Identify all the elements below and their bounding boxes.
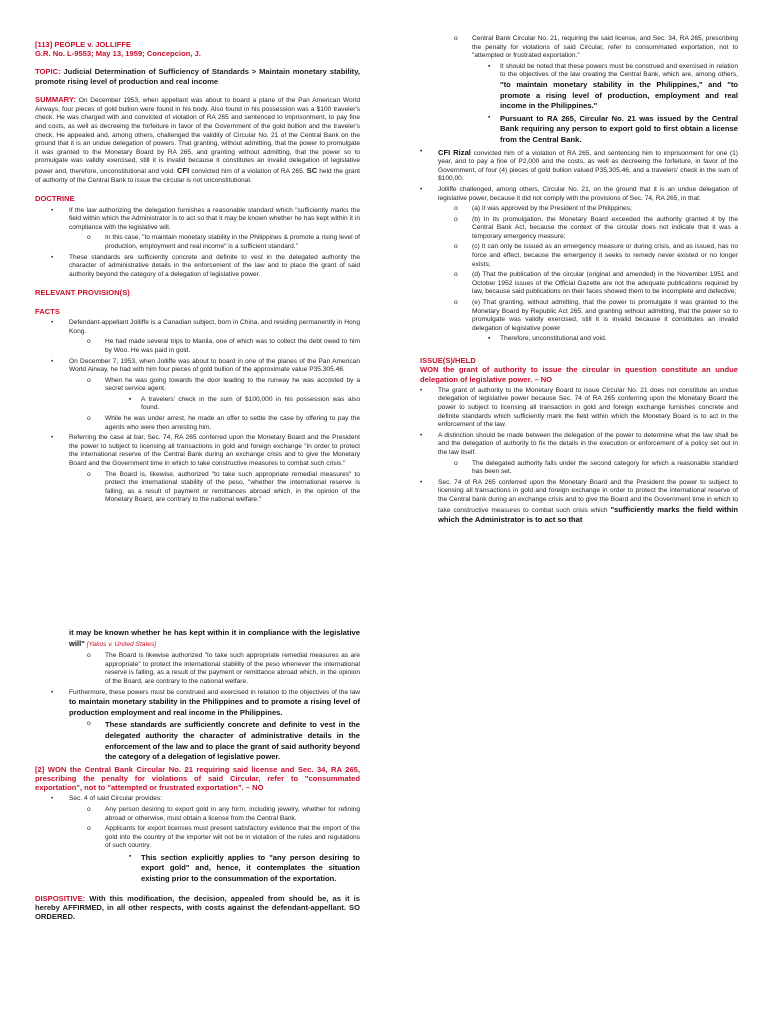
- list-item: [35, 396, 360, 413]
- list-item: [35, 415, 360, 432]
- square-marker: ▪: [488, 62, 491, 70]
- topic-text: Judicial Determination of Sufficiency of Standards > Maintain monetary stability, promote rising level of production and real income: [35, 67, 360, 86]
- circle-marker: o: [87, 652, 91, 660]
- list-item: [420, 148, 738, 184]
- fact-text: Defendant-appellant Jolliffe is a Canadian subject, born in China, and residing permanently in Hong Kong.: [69, 319, 360, 335]
- dispositive-label: DISPOSITIVE:: [35, 893, 86, 903]
- dispositive: [35, 894, 360, 922]
- objectives-bold: to maintain monetary stability in the Philippines and to promote a rising level of production employment and real income in the Philippines.: [69, 697, 360, 717]
- issue-2: [2] WON the Central Bank Circular No. 21 requiring said license and Sec. 34, RA 265, prescribing the penalty for violations of said Circular, refer to "consummated exportation", not to "attempted or frustrated exportation". – NO: [35, 764, 360, 793]
- challenge-b: (b) In its promulgation, the Monetary Board exceeded the authority granted it by the Central Bank Act, because the context of the circular does not indicate that it was a temporary emergency measure;: [472, 215, 738, 240]
- summary: [35, 95, 360, 185]
- held-subtext: The delegated authority falls under the second category for which a reasonable standard has been set.: [472, 459, 738, 476]
- continuation-column: [35, 628, 360, 925]
- list-item: [35, 207, 360, 233]
- left-column: [35, 40, 360, 507]
- square-marker: ▪: [488, 113, 491, 121]
- square-marker: ▪: [488, 335, 491, 343]
- bullet-marker: •: [51, 319, 54, 327]
- circle-marker: o: [87, 805, 91, 813]
- circle-marker: o: [87, 338, 91, 346]
- list-item: [35, 471, 360, 505]
- sec4-text: Sec. 4 of said Circular provides:: [69, 795, 163, 803]
- bullet-marker: •: [420, 185, 423, 193]
- circle-marker: o: [454, 215, 458, 223]
- standards-bold: These standards are sufficiently concrete and definite to vest in the delegated authority the character of administrative details in the enforcement of the law and to place the grant of said authority beyond the category of a delegation of legislative power.: [105, 720, 360, 762]
- list-item: [420, 387, 738, 430]
- summary-cfi: CFI: [177, 165, 190, 175]
- fact-subtext: When he was going towards the door leading to the runway he was accosted by a secret service agent.: [105, 376, 360, 393]
- list-item: [35, 652, 360, 686]
- sec4-b: Applicants for export licenses must present satisfactory evidence that the import of the gold into the country of the importer will not be in violation of the rules and regulations of such country.: [105, 825, 360, 850]
- summary-sc-text: held the grant of authority of the Central Bank to issue the circular is not unconstitutional.: [35, 167, 360, 184]
- circle-marker: o: [87, 415, 91, 423]
- held-list: [420, 387, 738, 526]
- held-text: A distinction should be made between the delegation of the power to determine what the law shall be and the delegation of authority to fix the details in the execution or enforcement of a policy set out in the law itself.: [438, 431, 738, 456]
- held-text: Sec. 74 of RA 265 conferred upon the Monetary Board and the President the power to subject to licensing all transactions in gold and foreign exchange in order to protect the international reserve of the Central bank during an exchange crisis and to give the Board and the Government time in which to take constructive measures to combat such crisis which: [438, 478, 738, 514]
- circle-marker: o: [454, 459, 458, 467]
- list-item: [35, 795, 360, 804]
- fact-subtext: He had made several trips to Manila, one of which was to collect the debt owed to him by Woo. He was paid in gold.: [105, 338, 360, 354]
- circle-marker: o: [454, 243, 458, 251]
- list-item: [35, 853, 360, 885]
- challenge-e-sub: Therefore, unconstitutional and void.: [500, 335, 607, 343]
- issue-1: WON the grant of authority to issue the circular in question constitute an undue delegation of legislative power. – NO: [420, 365, 738, 384]
- bullet-marker: •: [420, 386, 423, 394]
- doctrine-heading: DOCTRINE: [35, 194, 75, 204]
- circle-marker: o: [454, 299, 458, 307]
- objectives-text: Furthermore, these powers must be construed and exercised in relation to the objectives of the law: [69, 688, 360, 696]
- issue-heading: ISSUE(S)/HELD: [420, 356, 476, 365]
- list-item: [35, 806, 360, 823]
- provision-subtext: It should be noted that these powers must be construed and exercised in relation to the objectives of the law creating the Central Bank, which are, among others,: [500, 62, 738, 79]
- sec4-b-sub: This section explicitly applies to "any person desiring to export gold" and, hence, it contemplates the situation existing prior to the consummation of the exportation.: [141, 852, 360, 884]
- challenge-c: (c) It can only be issued as an emergency measure or during crisis, and as issued, has no force and effect, because the emergency it seeks to remedy never existed or no longer exists;: [472, 243, 738, 268]
- doctrine-text: These standards are sufficiently concrete and definite to vest in the delegated authority the character of administrative details in the enforcement of the law and to place the grant of said authority beyond the category of a delegation of legislative power.: [69, 253, 360, 278]
- list-item: [35, 377, 360, 394]
- list-item: [420, 271, 738, 297]
- bullet-marker: •: [51, 357, 54, 365]
- list-item: [35, 434, 360, 468]
- list-item: [35, 720, 360, 762]
- dispositive-text: With this modification, the decision, appealed from should be, as it is hereby AFFIRMED, in all other respects, with costs against the defendant-appellant. SO ORDERED.: [35, 893, 360, 922]
- challenge-a: (a) It was approved by the President of the Philippines;: [472, 205, 632, 213]
- list-item: [35, 319, 360, 336]
- list-item: [35, 689, 360, 719]
- circle-marker: o: [87, 825, 91, 833]
- circle-marker: o: [87, 234, 91, 242]
- fact-text: Referring the case at bar, Sec. 74, RA 265 conferred upon the Monetary Board and the President the power to subject to licensing all transactions in gold and foreign exchange "in order to protect the international reserve of the Central Bank during an exchange crisis and to give the Monetary Board and the Government time in which to take constructive measures to combat such crisis.": [69, 434, 360, 468]
- provision-objectives: "to maintain monetary stability in the Philippines," and "to promote a rising level of production, employment and real income in the Philippines.": [500, 79, 738, 111]
- doctrine-subtext: In this case, "to maintain monetary stability in the Philippines & promote a rising level of production, employment and real income" is a sufficient standard.": [105, 234, 360, 250]
- fact-subtext: The Board is, likewise, authorized "to take such appropriate remedial measures" to protect the international stability of the peso, "whether the international reserve is falling, as a result of payment or remittances abroad which, in the opinion of the Monetary Board, are contrary to the national welfare.": [105, 470, 360, 504]
- cfi-label: CFI Rizal: [438, 147, 471, 157]
- fact-subsubtext: A travelers' check in the sum of $100,000 in his possession was also found.: [141, 395, 360, 412]
- right-column: [420, 35, 738, 528]
- bullet-marker: •: [51, 206, 54, 214]
- held-standard: "sufficiently marks the field within which the Administrator is to act so that: [438, 504, 738, 525]
- bullet-marker: •: [51, 795, 54, 803]
- topic-label: TOPIC:: [35, 67, 61, 77]
- challenge-d: (d) That the publication of the circular (original and amended) in the November 1951 and October 1952 issues of the Official Gazette are not the adequate publications required by law, because said publications on their faces showed them to be incomplete and defective;: [472, 271, 738, 296]
- circle-marker: o: [454, 35, 458, 42]
- provision-circular: Pursuant to RA 265, Circular No. 21 was issued by the Central Bank requiring any person to export gold to first obtain a license from the Central Bank.: [500, 113, 738, 144]
- provisions-heading: RELEVANT PROVISION(S): [35, 288, 130, 298]
- list-item: [420, 205, 738, 214]
- bullet-marker: •: [420, 147, 423, 155]
- continuation-text: [35, 628, 360, 649]
- circle-marker: o: [87, 470, 91, 478]
- challenge-e: (e) That granting, without admitting, that the power to promulgate it was granted to the Monetary Board by Republic Act 265, and granting without admitting, that the power so to promulgate was validly exercised, still it is invalid because it constitutes an invalid delegation of legislative power: [472, 299, 738, 332]
- list-item: [35, 254, 360, 280]
- list-item: [420, 114, 738, 146]
- square-marker: ▪: [129, 395, 132, 403]
- bullet-marker: •: [51, 434, 54, 442]
- fact-subtext: While he was under arrest, he made an offer to settle the case by offering to pay the agents who were then arresting him.: [105, 415, 360, 431]
- facts-list: [35, 319, 360, 505]
- issue2-list: [35, 795, 360, 884]
- list-item: [35, 234, 360, 251]
- challenge-text: Jolliffe challenged, among others, Circular No. 21, on the ground that it is an undue delegation of legislative power, because it did not comply with the provisions of Sec. 74, RA 265, in that:: [438, 185, 738, 202]
- circle-marker: o: [87, 376, 91, 384]
- right-list: [420, 35, 738, 344]
- list-item: [420, 63, 738, 112]
- summary-cfi-text: convicted him of a violation of RA 265.: [191, 167, 305, 175]
- list-item: [35, 338, 360, 355]
- list-item: [420, 216, 738, 242]
- continuation-bold: it may be known whether he has kept within it in compliance with the legislative will": [69, 628, 360, 648]
- provision-text: Central Bank Circular No. 21, requiring the said license, and Sec. 34, RA 265, prescribing the penalty for violations of said Circular, refer to consummated exportation, not to "attempted or frustrated exportation.": [472, 35, 738, 60]
- list-item: [35, 358, 360, 375]
- list-item: [420, 35, 738, 61]
- circle-marker: o: [87, 720, 91, 728]
- bullet-marker: •: [51, 253, 54, 261]
- list-item: [420, 299, 738, 333]
- bullet-marker: •: [420, 431, 423, 439]
- continuation-citation: [Yakus v. United States]: [86, 640, 157, 648]
- square-marker: ▪: [129, 852, 132, 860]
- circle-marker: o: [454, 271, 458, 279]
- summary-text: On December 1953, when appellant was about to board a plane of the Pan American World Airways, four pieces of gold bullion were found in his body. Also found in his possession was a $100 traveler's check. He was charged with and convicted of violation of RA 265 and sentenced to imprisonment, to pay fine and costs, as well as decreeing the forfeiture in favor of the Government of the gold bullion and the traveler's check. He appealed and, among others, challenged the validity of Circular No. 21 of the Central Bank on the ground that it is an undue delegation of powers. That granting, without admitting, that the power to promulgate it was granted to the Monetary Board by RA 265, and granting without admitting, that the power so to promulgate was validly exercised, still it is invalid because it constitutes an invalid delegation of legislative power and, therefore, unconstitutional and void.: [35, 97, 360, 175]
- board-authority-text: The Board is likewise authorized "to take such appropriate remedial measures as are appropriate" to protect the international stability of the peso whenever the international reserve is falling, as a result of the payment or remittance abroad which, in the opinion of the Board, are contrary to the national welfare.: [105, 652, 360, 685]
- bullet-marker: •: [51, 688, 54, 696]
- fact-text: On December 7, 1953, when Jolliffe was about to board in one of the planes of the Pan American World Airway, he had with him four pieces of gold bullion of the approximate value P35,305.46.: [69, 357, 360, 374]
- doctrine-list: [35, 207, 360, 280]
- cfi-text: convicted him of a violation of RA 265, and sentencing him to imprisonment for one (1) year, and to pay a fine of P2,000 and the costs, as well as decreeing the forfeiture, in favor of the Government, of four (4) pieces of gold bullion valued P35,305.46, and a travelers' check in the sum of $100.00.: [438, 149, 738, 183]
- summary-sc: SC: [306, 165, 318, 175]
- case-title: [113] PEOPLE v. JOLLIFFE: [35, 40, 132, 49]
- case-citation: G.R. No. L-9553; May 13, 1959; Concepcion, J.: [35, 49, 201, 59]
- sec4-a: Any person desiring to export gold in any form, including jewelry, whether for refining abroad or otherwise, must obtain a license from the Central Bank.: [105, 805, 360, 822]
- list-item: [420, 432, 738, 458]
- list-item: [420, 460, 738, 477]
- circle-marker: o: [454, 205, 458, 213]
- list-item: [35, 825, 360, 851]
- summary-label: SUMMARY:: [35, 95, 76, 105]
- list-item: [420, 186, 738, 203]
- held-text: The grant of authority to the Monetary Board to issue Circular No. 21 does not constitute an undue delegation of legislative power because Sec. 74 of RA 265 conferring upon the Monetary Board the power to subject to licensing all transaction in gold and foreign exchange furnishes concrete and definite standards which sufficiently mark the field within which the Monetary Board is to act in the enforcement of the law.: [438, 386, 738, 429]
- list-item: [420, 243, 738, 269]
- topic: [35, 67, 360, 86]
- doctrine-text: If the law authorizing the delegation furnishes a reasonable standard which "sufficiently marks the field within which the Administrator is to act so that it may be known whether he has kept within it in compliance with the legislative will.: [69, 206, 360, 231]
- bullet-marker: •: [420, 478, 423, 486]
- continuation-list: [35, 652, 360, 763]
- list-item: [420, 479, 738, 526]
- facts-heading: FACTS: [35, 306, 60, 316]
- list-item: [420, 335, 738, 344]
